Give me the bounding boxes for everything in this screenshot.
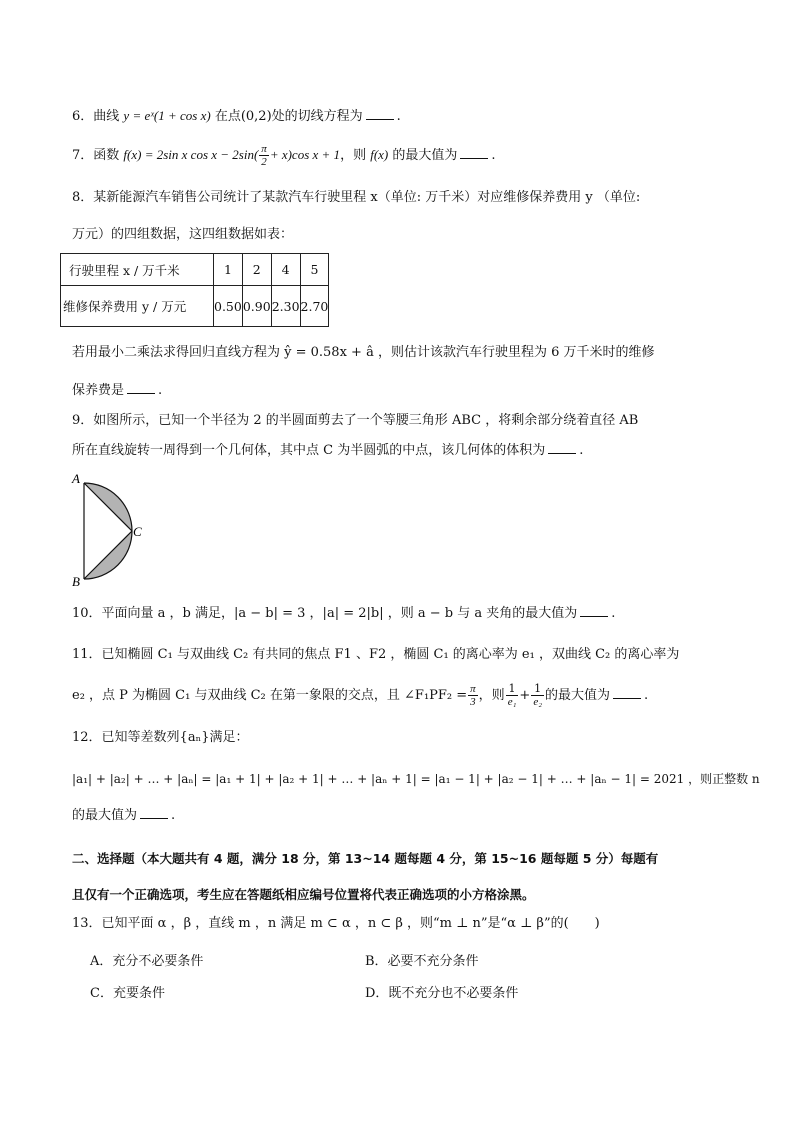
one-over-e1-fraction: [506, 683, 519, 708]
pi-over-2-fraction: [259, 143, 269, 168]
table-cell: 5: [300, 254, 329, 286]
q7-function: f(x): [370, 147, 389, 162]
q6-equation: y = eˣ(1 + cos x): [123, 108, 211, 123]
section-2-heading: 二、选择题（本大题共有 4 题，满分 18 分，第 13~14 题每题 4 分，第 15~16 题每题 5 分）每题有: [72, 851, 659, 866]
fraction-denominator: e₁: [507, 696, 517, 708]
q9-line1: 9．如图所示，已知一个半径为 2 的半圆面剪去了一个等腰三角形 ABC ，将剩余部分绕着直径 AB: [72, 413, 639, 428]
q12-line1: 12．已知等差数列{aₙ}满足：: [72, 730, 249, 745]
table-row: [61, 254, 329, 286]
label-c: C: [133, 524, 142, 539]
q7-equation-part2: + x)cos x + 1: [269, 147, 341, 162]
q11-text: e₂ ，点 P 为椭圆 C₁ 与双曲线 C₂ 在第一象限的交点，且 ∠F₁PF₂ =: [72, 688, 468, 703]
q11-end: .: [644, 688, 649, 703]
answer-blank: [548, 441, 576, 454]
table-cell: 4: [271, 254, 300, 286]
table-cell: 2.30: [271, 286, 300, 327]
q8-line4: [72, 381, 162, 401]
q6-text: 在点(0,2)处的切线方程为: [214, 109, 363, 124]
table-row-label: 维修保养费用 y / 万元: [61, 286, 214, 327]
q7-text: ，则: [340, 148, 367, 163]
q11-text-then: ，则: [478, 688, 505, 703]
q9-text: 所在直线旋转一周得到一个几何体，其中点 C 为半圆弧的中点，该几何体的体积为: [72, 443, 546, 458]
table-row: [61, 286, 329, 327]
fraction-denominator: e₂: [533, 696, 543, 708]
plus-sign: +: [519, 688, 531, 703]
fraction-denominator: 2: [261, 156, 267, 168]
q11-text-max: 的最大值为: [545, 688, 611, 703]
data-table: [60, 253, 329, 327]
q9-end: .: [579, 443, 584, 458]
q11-line2: [72, 683, 648, 708]
q10-end: .: [611, 606, 616, 621]
question-7: [72, 143, 496, 168]
table-cell: 0.50: [214, 286, 243, 327]
fraction-denominator: 3: [470, 696, 476, 708]
q6-end: .: [396, 109, 401, 124]
fraction-numerator: π: [470, 683, 476, 695]
table-row-label: 行驶里程 x / 万千米: [61, 254, 214, 286]
answer-blank: [140, 806, 168, 819]
q7-text-end: 的最大值为: [392, 148, 458, 163]
label-a: A: [72, 471, 80, 486]
fraction-numerator: π: [261, 143, 267, 155]
option-d[interactable]: D．既不充分也不必要条件: [365, 986, 519, 1001]
q9-line2: [72, 441, 583, 461]
one-over-e2-fraction: [531, 683, 544, 708]
answer-blank: [580, 604, 608, 617]
section-2-instructions: 且仅有一个正确选项，考生应在答题纸相应编号位置将代表正确选项的小方格涂黑。: [72, 887, 535, 902]
q8-line1: 8．某新能源汽车销售公司统计了某款汽车行驶里程 x（单位: 万千米）对应维修保养费用 y （单位:: [72, 190, 641, 205]
pi-over-3-fraction: [468, 683, 478, 708]
table-cell: 2.70: [300, 286, 329, 327]
q8-end: .: [158, 383, 163, 398]
answer-blank: [366, 107, 394, 120]
answer-blank: [127, 381, 155, 394]
q10-text: 10．平面向量 a ，b 满足，|a − b| = 3 ，|a| = 2|b| ，则 a − b 与 a 夹角的最大值为: [72, 606, 578, 621]
q11-line1: 11．已知椭圆 C₁ 与双曲线 C₂ 有共同的焦点 F1 、F2 ，椭圆 C₁ 的离心率为 e₁ ，双曲线 C₂ 的离心率为: [72, 647, 680, 662]
label-b: B: [72, 574, 80, 588]
q12-line3: [72, 806, 175, 826]
q8-line2: 万元）的四组数据，这四组数据如表：: [72, 227, 294, 242]
answer-blank: [460, 146, 488, 159]
q12-line2: |a₁| + |a₂| + … + |aₙ| = |a₁ + 1| + |a₂ + 1| + … + |aₙ + 1| = |a₁ − 1| + |a₂ − 1| + … + |aₙ − 1| = 2021 ，则正整数 n: [72, 772, 760, 786]
q7-prefix: 7．函数: [72, 148, 120, 163]
question-6: [72, 106, 401, 127]
q12-end: .: [171, 808, 176, 823]
fraction-numerator: 1: [531, 683, 544, 696]
option-b[interactable]: B．必要不充分条件: [365, 954, 479, 969]
question-13: 13．已知平面 α ，β ，直线 m ，n 满足 m ⊂ α ，n ⊂ β ，则“m ⊥ n”是“α ⊥ β”的( ): [72, 916, 600, 931]
table-cell: 1: [214, 254, 243, 286]
fraction-numerator: 1: [506, 683, 519, 696]
option-a[interactable]: A．充分不必要条件: [90, 954, 204, 969]
table-cell: 0.90: [242, 286, 271, 327]
q8-text: 保养费是: [72, 383, 125, 398]
option-c[interactable]: C．充要条件: [90, 986, 165, 1001]
q8-line3: 若用最小二乘法求得回归直线方程为 ŷ = 0.58x + â ，则估计该款汽车行驶里程为 6 万千米时的维修: [72, 345, 655, 360]
semicircle-figure: [66, 470, 156, 588]
q12-text: 的最大值为: [72, 808, 138, 823]
q7-equation-part1: f(x) = 2sin x cos x − 2sin(: [123, 147, 259, 162]
table-cell: 2: [242, 254, 271, 286]
q6-prefix: 6．曲线: [72, 109, 120, 124]
q7-dot: .: [491, 148, 496, 163]
question-10: [72, 604, 615, 624]
answer-blank: [613, 686, 641, 699]
